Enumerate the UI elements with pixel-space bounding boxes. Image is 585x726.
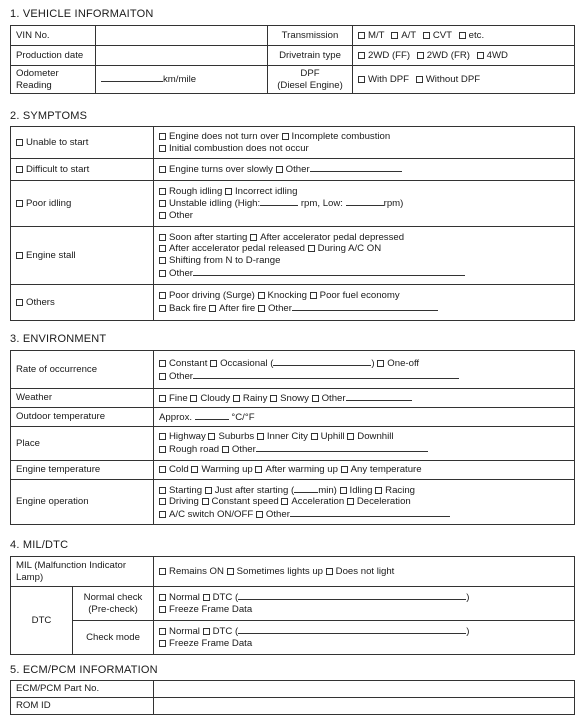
checkbox[interactable] <box>308 245 315 252</box>
weather-label: Weather <box>11 389 154 408</box>
checkbox[interactable] <box>191 466 198 473</box>
section-symptoms-title: 2. SYMPTOMS <box>10 110 88 122</box>
checkbox[interactable] <box>159 200 166 207</box>
checkbox[interactable] <box>190 395 197 402</box>
environment-table: Rate of occurrence Constant Occasional ( ) One-off Other Weather Fine Cloudy Rainy Snowy Other Outdoor temperature Approx. °C/°F Place Highway Suburbs Inner City Uphill Downhill Rough road Other Engine temperature Cold Warming up After warming up Any temperature Engine operation Starting Just after starting ( min) Idling Racing Driving Constant speed Acceleration Deceleration A/C switch ON/OFF Other <box>10 350 575 525</box>
checkbox[interactable] <box>210 360 217 367</box>
odometer-label: Odometer Reading <box>11 66 96 94</box>
vin-field[interactable] <box>96 26 268 46</box>
ecm-pcm-part-no-field[interactable] <box>154 681 575 698</box>
checkbox[interactable] <box>250 234 257 241</box>
checkbox[interactable] <box>258 292 265 299</box>
poor-idling-item: Poor idling <box>11 181 154 227</box>
checkbox-4wd[interactable] <box>477 52 484 59</box>
checkbox[interactable] <box>227 568 234 575</box>
checkbox[interactable] <box>159 487 166 494</box>
checkbox[interactable] <box>159 373 166 380</box>
checkbox[interactable] <box>203 594 210 601</box>
checkbox-engine-stall[interactable] <box>16 252 23 259</box>
checkbox[interactable] <box>203 628 210 635</box>
engine-temperature-label: Engine temperature <box>11 461 154 480</box>
section-environment-title: 3. ENVIRONMENT <box>10 333 107 345</box>
rate-of-occurrence-label: Rate of occurrence <box>11 351 154 389</box>
checkbox[interactable] <box>255 466 262 473</box>
checkbox-at[interactable] <box>391 32 398 39</box>
section-vehicle-information-title: 1. VEHICLE INFORMAITON <box>10 8 154 20</box>
check-mode-label: Check mode <box>73 621 154 655</box>
transmission-options: M/T A/T CVT etc. <box>353 26 575 46</box>
section-mil-dtc-title: 4. MIL/DTC <box>10 539 69 551</box>
production-date-field[interactable] <box>96 46 268 66</box>
checkbox[interactable] <box>159 606 166 613</box>
transmission-label: Transmission <box>268 26 353 46</box>
dpf-label: DPF (Diesel Engine) <box>268 66 353 94</box>
checkbox[interactable] <box>375 487 382 494</box>
checkbox-cvt[interactable] <box>423 32 430 39</box>
checkbox[interactable] <box>159 292 166 299</box>
drivetrain-label: Drivetrain type <box>268 46 353 66</box>
symptoms-table: Unable to start Engine does not turn over Incomplete combustion Initial combustion does not occur Difficult to start Engine turns over slowly Other Poor idling Rough idling Incorrect idling Unstable idling (High: rpm, Low: rpm) Other Engine stall Soon after starting After accelerator pedal depressed After accelerator pedal released During A/C ON Shifting from N to D-range Other Others Poor driving (Surge) Knocking Poor fuel economy Back fire After fire Other <box>10 126 575 321</box>
engine-operation-label: Engine operation <box>11 480 154 525</box>
checkbox[interactable] <box>159 166 166 173</box>
checkbox-mt[interactable] <box>358 32 365 39</box>
outdoor-temperature-label: Outdoor temperature <box>11 408 154 427</box>
checkbox[interactable] <box>159 257 166 264</box>
checkbox-unable-to-start[interactable] <box>16 139 23 146</box>
production-date-label: Production date <box>11 46 96 66</box>
checkbox[interactable] <box>159 212 166 219</box>
checkbox[interactable] <box>209 305 216 312</box>
checkbox[interactable] <box>326 568 333 575</box>
dpf-options: With DPF Without DPF <box>353 66 575 94</box>
rom-id-label: ROM ID <box>11 698 154 715</box>
checkbox[interactable] <box>377 360 384 367</box>
checkbox[interactable] <box>256 511 263 518</box>
checkbox[interactable] <box>225 188 232 195</box>
checkbox[interactable] <box>159 188 166 195</box>
section-ecm-pcm-title: 5. ECM/PCM INFORMATION <box>10 664 158 676</box>
ecm-pcm-part-no-label: ECM/PCM Part No. <box>11 681 154 698</box>
checkbox[interactable] <box>222 446 229 453</box>
drivetrain-options: 2WD (FF) 2WD (FR) 4WD <box>353 46 575 66</box>
checkbox[interactable] <box>159 628 166 635</box>
mil-label: MIL (Malfunction Indicator Lamp) <box>11 557 154 587</box>
normal-check-label: Normal check (Pre-check) <box>73 587 154 621</box>
checkbox-etc[interactable] <box>459 32 466 39</box>
checkbox[interactable] <box>159 395 166 402</box>
checkbox[interactable] <box>202 498 209 505</box>
checkbox[interactable] <box>347 433 354 440</box>
checkbox[interactable] <box>159 446 166 453</box>
engine-stall-item: Engine stall <box>11 227 154 285</box>
checkbox[interactable] <box>159 640 166 647</box>
checkbox[interactable] <box>340 487 347 494</box>
checkbox[interactable] <box>270 395 277 402</box>
checkbox[interactable] <box>312 395 319 402</box>
checkbox[interactable] <box>159 133 166 140</box>
checkbox-with-dpf[interactable] <box>358 76 365 83</box>
checkbox[interactable] <box>310 292 317 299</box>
checkbox[interactable] <box>159 234 166 241</box>
difficult-to-start-item: Difficult to start <box>11 159 154 181</box>
vin-label: VIN No. <box>11 26 96 46</box>
unable-to-start-item: Unable to start <box>11 127 154 159</box>
checkbox[interactable] <box>159 360 166 367</box>
checkbox[interactable] <box>257 433 264 440</box>
checkbox[interactable] <box>159 245 166 252</box>
checkbox-poor-idling[interactable] <box>16 200 23 207</box>
checkbox-without-dpf[interactable] <box>416 76 423 83</box>
checkbox[interactable] <box>159 145 166 152</box>
checkbox[interactable] <box>159 568 166 575</box>
checkbox[interactable] <box>233 395 240 402</box>
checkbox[interactable] <box>159 466 166 473</box>
checkbox-2wd-ff[interactable] <box>358 52 365 59</box>
vehicle-information-table <box>10 25 575 94</box>
checkbox[interactable] <box>159 270 166 277</box>
checkbox[interactable] <box>205 487 212 494</box>
checkbox[interactable] <box>159 305 166 312</box>
checkbox[interactable] <box>159 498 166 505</box>
dtc-label: DTC <box>11 587 73 655</box>
checkbox[interactable] <box>281 498 288 505</box>
checkbox[interactable] <box>208 433 215 440</box>
checkbox[interactable] <box>341 466 348 473</box>
checkbox[interactable] <box>347 498 354 505</box>
ecm-pcm-table <box>10 680 575 715</box>
checkbox[interactable] <box>159 433 166 440</box>
checkbox-difficult-to-start[interactable] <box>16 166 23 173</box>
odometer-field[interactable]: km/mile <box>96 66 268 94</box>
place-label: Place <box>11 427 154 461</box>
others-item: Others <box>11 285 154 321</box>
checkbox[interactable] <box>282 133 289 140</box>
rom-id-field[interactable] <box>154 698 575 715</box>
checkbox[interactable] <box>276 166 283 173</box>
mil-dtc-table: MIL (Malfunction Indicator Lamp) Remains ON Sometimes lights up Does not light DTC Normal check (Pre-check) Normal DTC ( ) Freeze Frame Data Check mode Normal DTC ( ) Freeze Frame Data <box>10 556 575 655</box>
checkbox[interactable] <box>159 594 166 601</box>
checkbox[interactable] <box>159 511 166 518</box>
checkbox[interactable] <box>311 433 318 440</box>
checkbox[interactable] <box>258 305 265 312</box>
checkbox-2wd-fr[interactable] <box>417 52 424 59</box>
checkbox-others[interactable] <box>16 299 23 306</box>
